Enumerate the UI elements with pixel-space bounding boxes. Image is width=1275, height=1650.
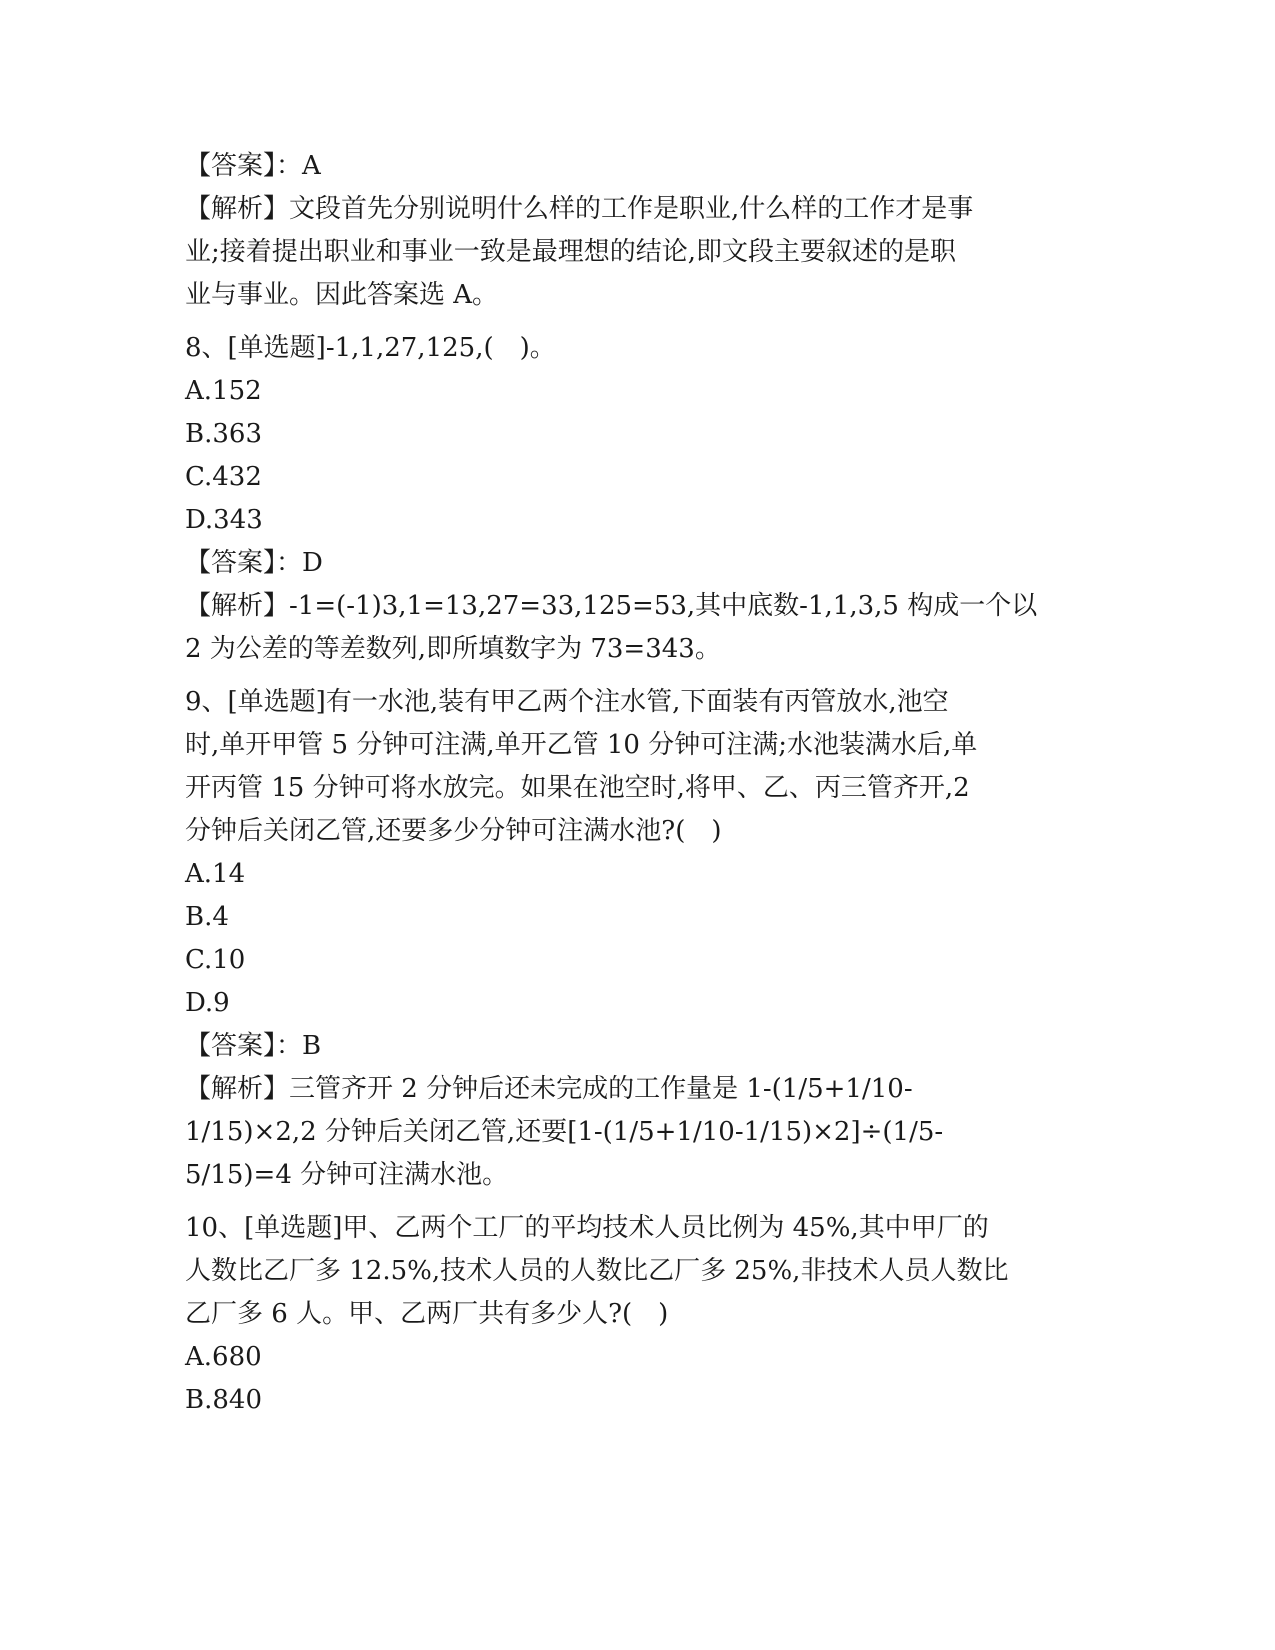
option-a: A.152 [185,376,262,406]
page-content [185,145,1085,1422]
option-b: B.363 [185,419,262,449]
option-d: D.343 [185,505,263,535]
question-10 [185,1207,1085,1422]
option-b: B.4 [185,902,229,932]
question-stem-line: 10、[单选题]甲、乙两个工厂的平均技术人员比例为 45%,其中甲厂的 [185,1213,989,1243]
analysis-line: 5/15)=4 分钟可注满水池。 [185,1160,509,1190]
question-stem-line: 时,单开甲管 5 分钟可注满,单开乙管 10 分钟可注满;水池装满水后,单 [185,730,978,760]
option-a: A.14 [185,859,246,889]
analysis-line: 【解析】三管齐开 2 分钟后还未完成的工作量是 1-(1/5+1/10- [185,1074,913,1104]
option-a: A.680 [185,1342,262,1372]
question-stem-line: 人数比乙厂多 12.5%,技术人员的人数比乙厂多 25%,非技术人员人数比 [185,1256,1009,1286]
answer-line: 【答案】：A [185,151,321,181]
analysis-line: 1/15)×2,2 分钟后关闭乙管,还要[1-(1/5+1/10-1/15)×2]÷(1/5- [185,1117,944,1147]
question-stem-line: 8、[单选题]-1,1,27,125,( )。 [185,333,556,363]
analysis-line: 2 为公差的等差数列,即所填数字为 73=343。 [185,634,721,664]
answer-line: 【答案】：D [185,548,323,578]
option-c: C.432 [185,462,262,492]
option-b: B.840 [185,1385,262,1415]
question-stem-line: 开丙管 15 分钟可将水放完。如果在池空时,将甲、乙、丙三管齐开,2 [185,773,970,803]
analysis-block [185,188,1085,317]
option-d: D.9 [185,988,230,1018]
analysis-line: 业与事业。因此答案选 A。 [185,280,499,310]
question-9 [185,681,1085,1197]
question-stem-line: 分钟后关闭乙管,还要多少分钟可注满水池?( ) [185,816,722,846]
analysis-line: 业;接着提出职业和事业一致是最理想的结论,即文段主要叙述的是职 [185,237,957,267]
analysis-line: 【解析】文段首先分别说明什么样的工作是职业,什么样的工作才是事 [185,194,974,224]
question-stem-line: 9、[单选题]有一水池,装有甲乙两个注水管,下面装有丙管放水,池空 [185,687,949,717]
question-stem-line: 乙厂多 6 人。甲、乙两厂共有多少人?( ) [185,1299,669,1329]
analysis-line: 【解析】-1=(-1)3,1=13,27=33,125=53,其中底数-1,1,3,5 构成一个以 [185,591,1038,621]
answer-line: 【答案】：B [185,1031,322,1061]
option-c: C.10 [185,945,246,975]
question-8 [185,327,1085,671]
